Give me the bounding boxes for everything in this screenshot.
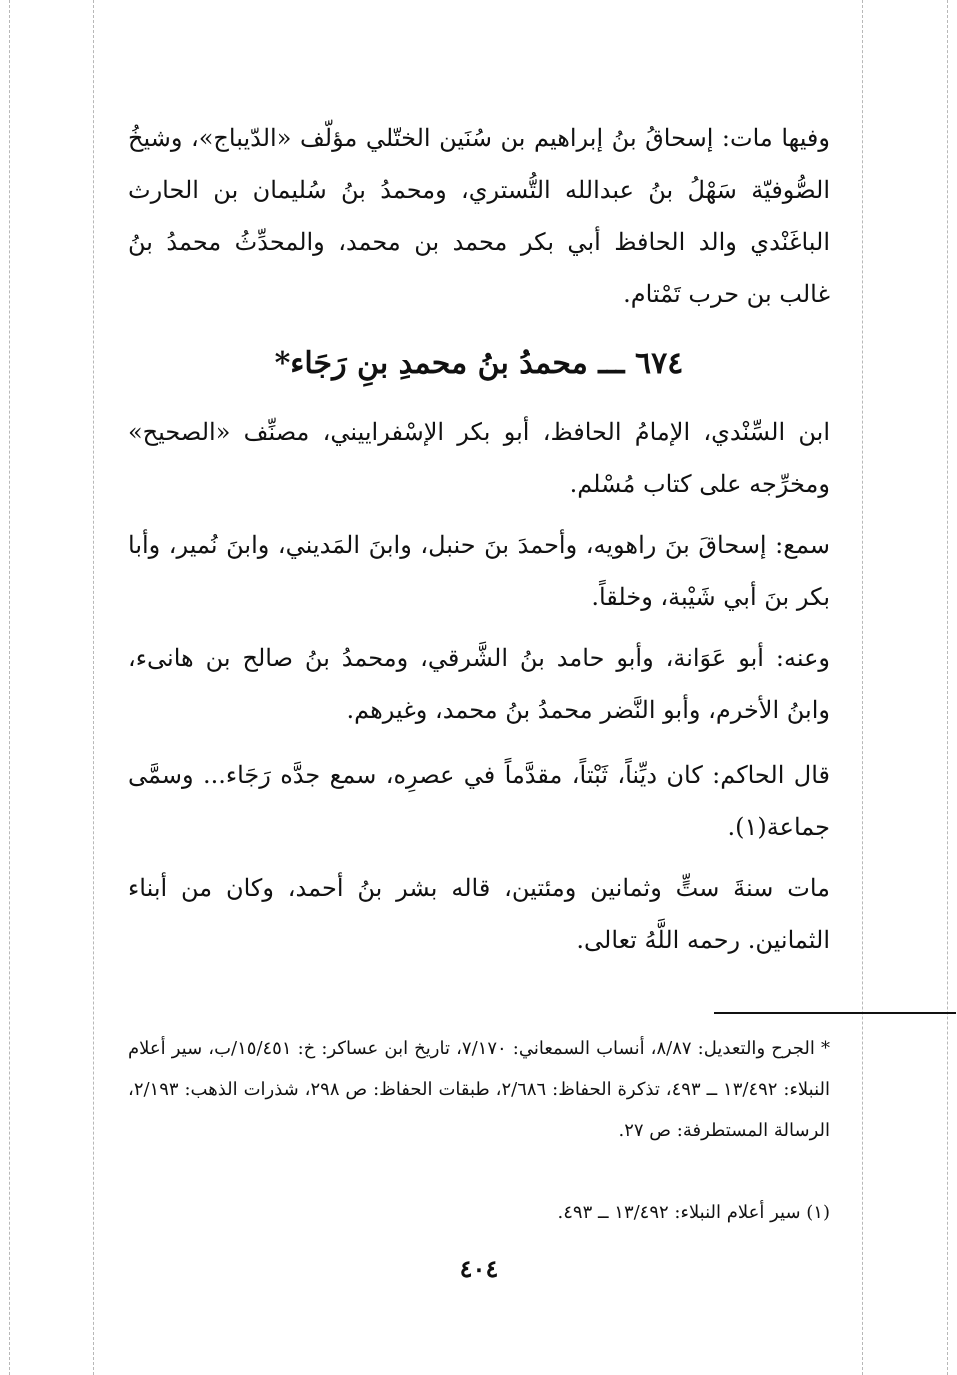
entry-heading: ٦٧٤ ـــ محمدُ بنُ محمدِ بنِ رَجَاء* [274, 346, 684, 381]
scan-guide-line-inner-left [93, 0, 94, 1375]
footnote-sources: * الجرح والتعديل: ٨/٨٧، أنساب السمعاني: ٧/١٧٠، تاريخ ابن عساكر: خ: ١٥/٤٥١/ب، سير أعلام النبلاء: ١٣/٤٩٢ ــ ٤٩٣، تذكرة الحفاظ: ٢/٦٨٦، طبقات الحفاظ: ص ٢٩٨، شذرات الذهب: ٢/١٩٣، الرسالة المستطرفة: ص ٢٧. [128, 1038, 830, 1141]
book-page [128, 0, 830, 1375]
entry-paragraph-death: مات سنةَ ستٍّ وثمانين ومئتين، قاله بشر بنُ أحمد، وكان من أبناء الثمانين. رحمه اللَّهُ تعالى. [128, 874, 830, 954]
entry-paragraph-students: وعنه: أبو عَوَانة، وأبو حامد بنُ الشَّرقي، ومحمدُ بنُ صالح بن هانىء، وابنُ الأخرم، وأبو النَّضر محمدُ بنُ محمد، وغيرهم. [128, 644, 830, 724]
entry-paragraph-teachers: سمع: إسحاقَ بنَ راهويه، وأحمدَ بنَ حنبل، وابنَ المَديني، وابنَ نُمير، وأبا بكر بنَ أبي شَيْبة، وخلقاً. [128, 531, 830, 611]
footnote-1: (١) سير أعلام النبلاء: ١٣/٤٩٢ ــ ٤٩٣. [557, 1202, 830, 1223]
scan-guide-line-left [9, 0, 10, 1375]
entry-paragraph-hakim-quote: قال الحاكم: كان ديِّناً، ثَبْتاً، مقدَّماً في عصرِه، سمع جدَّه رَجَاء... وسمَّى جماعة(١). [128, 761, 830, 841]
scan-guide-line-right [947, 0, 948, 1375]
entry-paragraph-lineage: ابن السِّنْدي، الإمامُ الحافظ، أبو بكر الإسْفراييني، مصنِّف «الصحيح» ومخرِّجه على كتاب مُسْلم. [128, 418, 830, 498]
page-number: ٤٠٤ [459, 1254, 499, 1283]
intro-paragraph: وفيها مات: إسحاقُ بنُ إبراهيم بن سُنَين الختّلي مؤلّف «الدّيباج»، وشيخُ الصُّوفيّة سَهْلُ بنُ عبدالله التُّستري، ومحمدُ بنُ سُليمان بن الحارث الباغَنْدي والد الحافظ أبي بكر محمد بن محمد، والمحدِّثُ محمدُ بنُ غالب بن حرب تَمْتام. [128, 124, 830, 308]
footnote-separator [714, 1012, 956, 1014]
scan-guide-line-inner-right [862, 0, 863, 1375]
